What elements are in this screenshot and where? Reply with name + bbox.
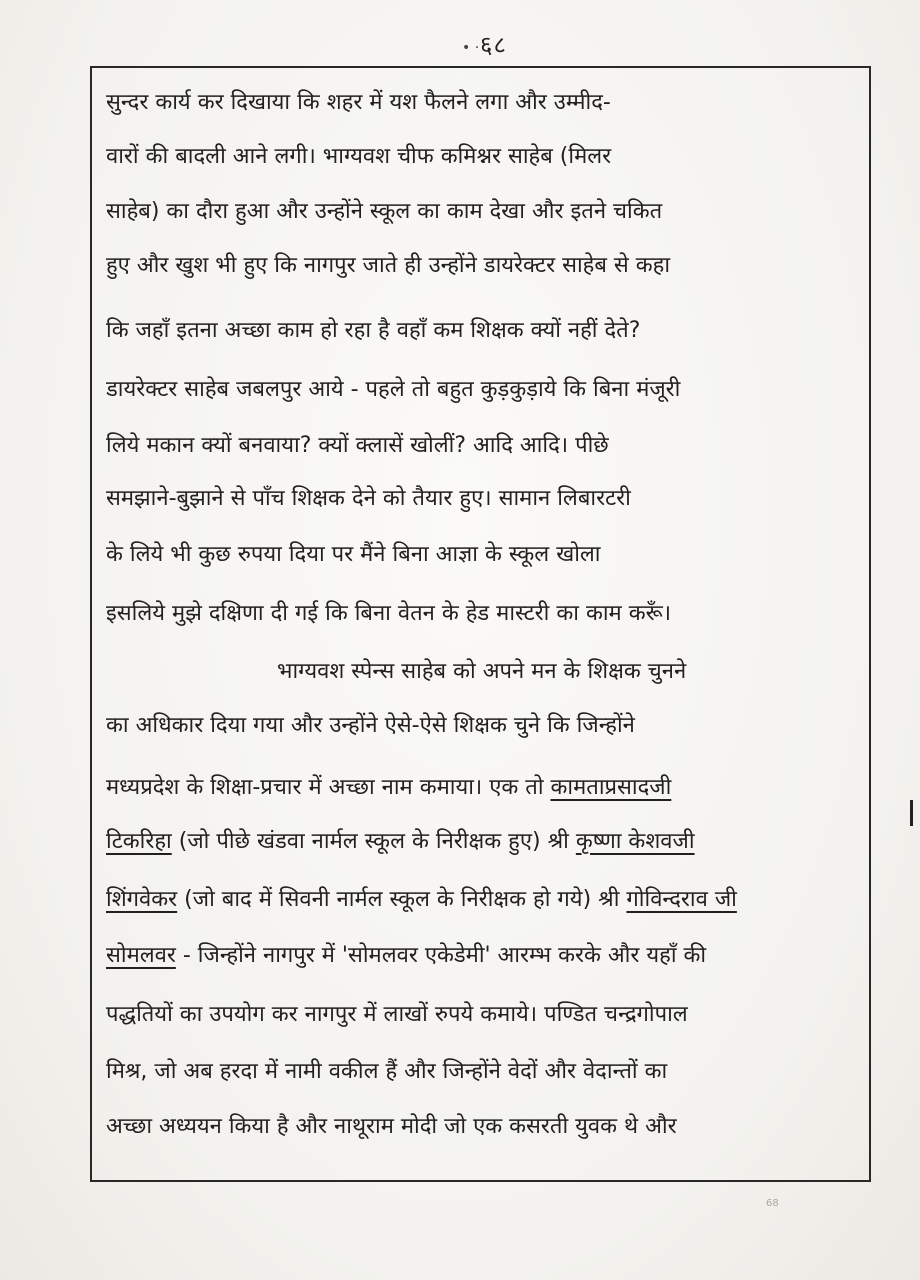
underlined-name: टिकरिहा xyxy=(106,829,172,854)
text-line-19: अच्छा अध्ययन किया है और नाथूराम मोदी जो एक कसरती युवक थे और xyxy=(106,1114,677,1139)
text-line-14 xyxy=(106,825,856,859)
underlined-name: शिंगवेकर xyxy=(106,887,178,912)
text-segment: - जिन्होंने नागपुर में 'सोमलवर एकेडेमी' आरम्भ करके और यहाँ की xyxy=(175,943,707,968)
text-line-11: भाग्यवश स्पेन्स साहेब को अपने मन के शिक्षक चुनने xyxy=(277,659,687,684)
text-line-8: समझाने-बुझाने से पाँच शिक्षक देने को तैयार हुए। सामान लिबारटरी xyxy=(106,486,631,511)
text-line-4: हुए और खुश भी हुए कि नागपुर जाते ही उन्होंने डायरेक्टर साहेब से कहा xyxy=(106,253,671,278)
edge-mark xyxy=(910,800,913,826)
text-segment: मध्यप्रदेश के शिक्षा-प्रचार में अच्छा नाम कमाया। एक तो xyxy=(106,775,551,800)
text-line-1: सुन्दर कार्य कर दिखाया कि शहर में यश फैलने लगा और उम्मीद- xyxy=(106,90,611,115)
text-frame xyxy=(90,66,871,1182)
underlined-name: कृष्णा केशवजी xyxy=(575,829,695,854)
text-line-12: का अधिकार दिया गया और उन्होंने ऐसे-ऐसे शिक्षक चुने कि जिन्होंने xyxy=(106,713,635,738)
text-line-7: लिये मकान क्यों बनवाया? क्यों क्लासें खोलीं? आदि आदि। पीछे xyxy=(106,433,609,458)
text-line-10: इसलिये मुझे दक्षिणा दी गई कि बिना वेतन के हेड मास्टरी का काम करूँ। xyxy=(106,601,672,626)
underlined-name: कामताप्रसादजी xyxy=(550,775,672,800)
text-line-2: वारों की बादली आने लगी। भाग्यवश चीफ कमिश्नर साहेब (मिलर xyxy=(106,144,612,169)
text-line-13 xyxy=(106,771,856,805)
text-segment: (जो बाद में सिवनी नार्मल स्कूल के निरीक्षक हो गये) श्री xyxy=(177,887,627,912)
text-line-9: के लिये भी कुछ रुपया दिया पर मैंने बिना आज्ञा के स्कूल खोला xyxy=(106,542,601,567)
corner-page-number: 68 xyxy=(766,1198,779,1209)
page-number-dots: • · xyxy=(462,40,480,56)
text-line-18: मिश्र, जो अब हरदा में नामी वकील हैं और जिन्होंने वेदों और वेदान्तों का xyxy=(106,1059,668,1084)
page-number: ६८ xyxy=(480,31,507,59)
text-line-3: साहेब) का दौरा हुआ और उन्होंने स्कूल का काम देखा और इतने चकित xyxy=(106,199,663,224)
underlined-name: सोमलवर xyxy=(106,943,176,968)
text-line-6: डायरेक्टर साहेब जबलपुर आये - पहले तो बहुत कुड़कुड़ाये कि बिना मंजूरी xyxy=(106,377,681,402)
text-segment: (जो पीछे खंडवा नार्मल स्कूल के निरीक्षक हुए) श्री xyxy=(171,829,576,854)
text-line-5: कि जहाँ इतना अच्छा काम हो रहा है वहाँ कम शिक्षक क्यों नहीं देते? xyxy=(106,318,641,343)
text-line-17: पद्धतियों का उपयोग कर नागपुर में लाखों रुपये कमाये। पण्डित चन्द्रगोपाल xyxy=(106,1002,688,1027)
text-line-15 xyxy=(106,883,856,917)
underlined-name: गोविन्दराव जी xyxy=(626,887,737,912)
text-line-16 xyxy=(106,939,856,973)
